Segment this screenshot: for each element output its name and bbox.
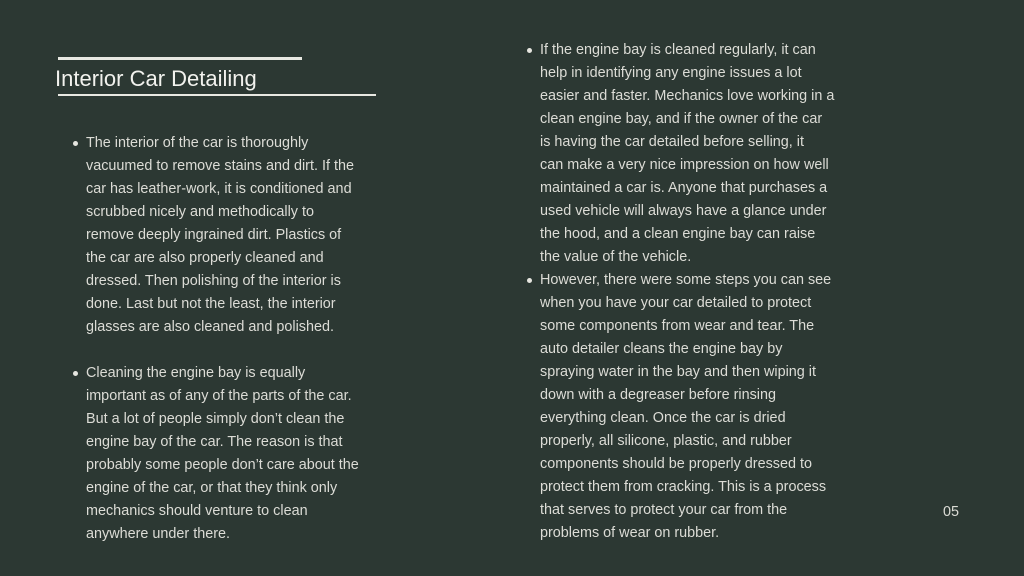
bullet-interior-cleaning [86,132,426,339]
bullet-dot-icon [73,141,78,146]
slide-title: Interior Car Detailing [55,66,257,91]
bullet-text: However, there were some steps you can see when you have your car detailed to protect some components from wear and tear. The auto detailer cleans the engine bay by spraying water in the bay and then wiping it down with a degreaser before rinsing everything clean. Once the car is dried properly, all silicone, plastic, and rubber components should be properly dressed to protect them from cracking. This is a process that serves to protect your car from the problems of wear on rubber. [540,272,832,541]
bullet-text: Cleaning the engine bay is equally important as of any of the parts of the car. But a lot of people simply don’t clean the engine bay of the car. The reason is that probably some people don’t care about the engine of the car, or that they think only mechanics should venture to clean anywhere under there. [86,365,359,542]
bullet-text: The interior of the car is thoroughly vacuumed to remove stains and dirt. If the car has leather-work, it is conditioned and scrubbed nicely and methodically to remove deeply ingrained dirt. Plastics of the car are also properly cleaned and dressed. Then polishing of the interior is done. Last but not the least, the interior glasses are also cleaned and polished. [86,135,354,335]
title-bottom-rule [58,94,376,96]
title-top-rule [58,57,302,60]
bullet-engine-bay-importance [86,362,426,546]
bullet-dot-icon [73,371,78,376]
bullet-dot-icon [527,48,532,53]
bullet-detailing-steps [540,269,900,545]
bullet-text: If the engine bay is cleaned regularly, it can help in identifying any engine issues a lot easier and faster. Mechanics love working in a clean engine bay, and if the owner of the car is having the car detailed before selling, it can make a very nice impression on how well maintained a car is. Anyone that purchases a used vehicle will always have a glance under the hood, and a clean engine bay can raise the value of the vehicle. [540,42,835,265]
bullet-dot-icon [527,278,532,283]
bullet-engine-bay-regular-cleaning [540,39,900,269]
page-number: 05 [943,504,960,520]
